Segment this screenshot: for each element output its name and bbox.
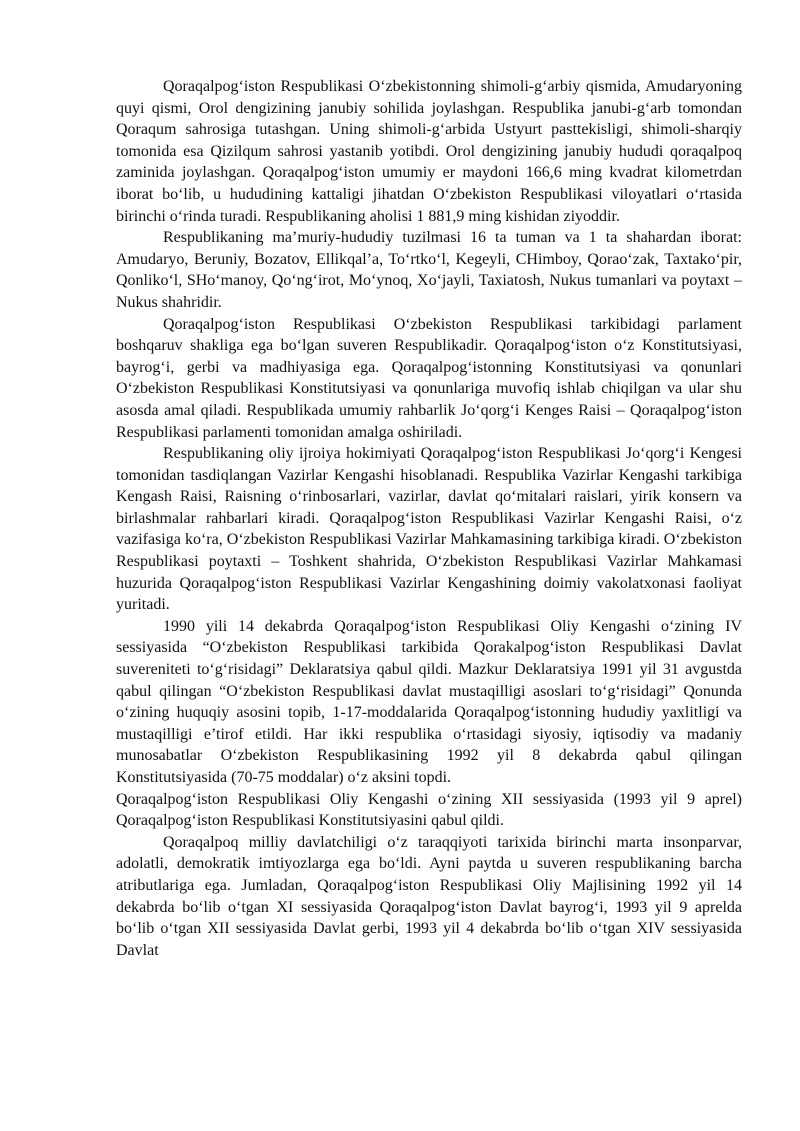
document-page (116, 76, 742, 961)
paragraph-executive-power: Respublikaning oliy ijroiya hokimiyati Qoraqalpog‘iston Respublikasi Jo‘qorg‘i Kengesi tomonidan tasdiqlangan Vazirlar Kengashi hisoblanadi. Respublika Vazirlar Kengashi tarkibiga Kengash Raisi, Raisning o‘rinbosarlari, vazirlar, davlat qo‘mitalari raislari, yirik konsern va birlashmalar rahbarlari kiradi. Qoraqalpog‘iston Respublikasi Vazirlar Kengashi Raisi, o‘z vazifasiga ko‘ra, O‘zbekiston Respublikasi Vazirlar Mahkamasining tarkibiga kiradi. O‘zbekiston Respublikasi poytaxti – Toshkent shahrida, O‘zbekiston Respublikasi Vazirlar Mahkamasi huzurida Qoraqalpog‘iston Respublikasi Vazirlar Kengashining doimiy vakolatxonasi faoliyat yuritadi. (116, 445, 742, 614)
paragraph-sovereignty-declaration: 1990 yili 14 dekabrda Qoraqalpog‘iston Respublikasi Oliy Kengashi o‘zining IV sessiyasida “O‘zbekiston Respublikasi tarkibida Qorakalpog‘iston Respublikasi Davlat suvereniteti to‘g‘risidagi” Deklaratsiya qabul qildi. Mazkur Deklaratsiya 1991 yil 31 avgustda qabul qilingan “O‘zbekiston Respublikasi davlat mustaqilligi asoslari to‘g‘risidagi” Qonunda o‘zining huquqiy asosini topib, 1-17-moddalarida Qoraqalpog‘istonning hududiy yaxlitligi va mustaqilligi e’tirof etildi. Har ikki respublika o‘rtasidagi siyosiy, iqtisodiy va madaniy munosabatlar O‘zbekiston Respublikasining 1992 yil 8 dekabrda qabul qilingan Konstitutsiyasida (70-75 moddalar) o‘z aksini topdi. (116, 617, 742, 786)
paragraph-constitution-adoption: Qoraqalpog‘iston Respublikasi Oliy Kengashi o‘zining XII sessiyasida (1993 yil 9 aprel) Qoraqalpog‘iston Respublikasi Konstitutsiyasini qabul qildi. (116, 790, 742, 830)
paragraph-national-statehood: Qoraqalpoq milliy davlatchiligi o‘z taraqqiyoti tarixida birinchi marta insonparvar, adolatli, demokratik imtiyozlarga ega bo‘ldi. Ayni paytda u suveren respublikaning barcha atributlariga ega. Jumladan, Qoraqalpog‘iston Respublikasi Oliy Majlisining 1992 yil 14 dekabrda bo‘lib o‘tgan XI sessiyasida Qoraqalpog‘iston Davlat bayrog‘i, 1993 yil 9 aprelda bo‘lib o‘tgan XII sessiyasida Davlat gerbi, 1993 yil 4 dekabrda bo‘lib o‘tgan XIV sessiyasida Davlat (116, 833, 742, 959)
paragraph-location: Qoraqalpog‘iston Respublikasi O‘zbekistonning shimoli-g‘arbiy qismida, Amudaryoning quyi qismi, Orol dengizining janubiy sohilida joylashgan. Respublika janubi-g‘arb tomondan Qoraqum sahrosiga tutashgan. Uning shimoli-g‘arbida Ustyurt pasttekisligi, shimoli-sharqiy tomonida esa Qizilqum sahrosi yastanib yotibdi. Orol dengizining janubiy hududi qoraqalpoq zaminida joylashgan. Qoraqalpog‘iston umumiy er maydoni 166,6 ming kvadrat kilometrdan iborat bo‘lib, u hududining kattaligi jihatdan O‘zbekiston Respublikasi viloyatlari o‘rtasida birinchi o‘rinda turadi. Respublikaning aholisi 1 881,9 ming kishidan ziyoddir. (116, 78, 742, 225)
paragraph-administrative-structure: Respublikaning ma’muriy-hududiy tuzilmasi 16 ta tuman va 1 ta shahardan iborat: Amudaryo, Beruniy, Bozatov, Ellikqal’a, To‘rtko‘l, Kegeyli, CHimboy, Qorao‘zak, Taxtako‘pir, Qonliko‘l, SHo‘manoy, Qo‘ng‘irot, Mo‘ynoq, Xo‘jayli, Taxiatosh, Nukus tumanlari va poytaxt – Nukus shahridir. (116, 229, 742, 311)
paragraph-parliamentary-governance: Qoraqalpog‘iston Respublikasi O‘zbekiston Respublikasi tarkibidagi parlament boshqaruv shakliga ega bo‘lgan suveren Respublikadir. Qoraqalpog‘iston o‘z Konstitutsiyasi, bayrog‘i, gerbi va madhiyasiga ega. Qoraqalpog‘istonning Konstitutsiyasi va qonunlari O‘zbekiston Respublikasi Konstitutsiyasi va qonunlariga muvofiq ishlab chiqilgan va ular shu asosda amal qiladi. Respublikada umumiy rahbarlik Jo‘qorg‘i Kenges Raisi – Qoraqalpog‘iston Respublikasi parlamenti tomonidan amalga oshiriladi. (116, 315, 742, 441)
